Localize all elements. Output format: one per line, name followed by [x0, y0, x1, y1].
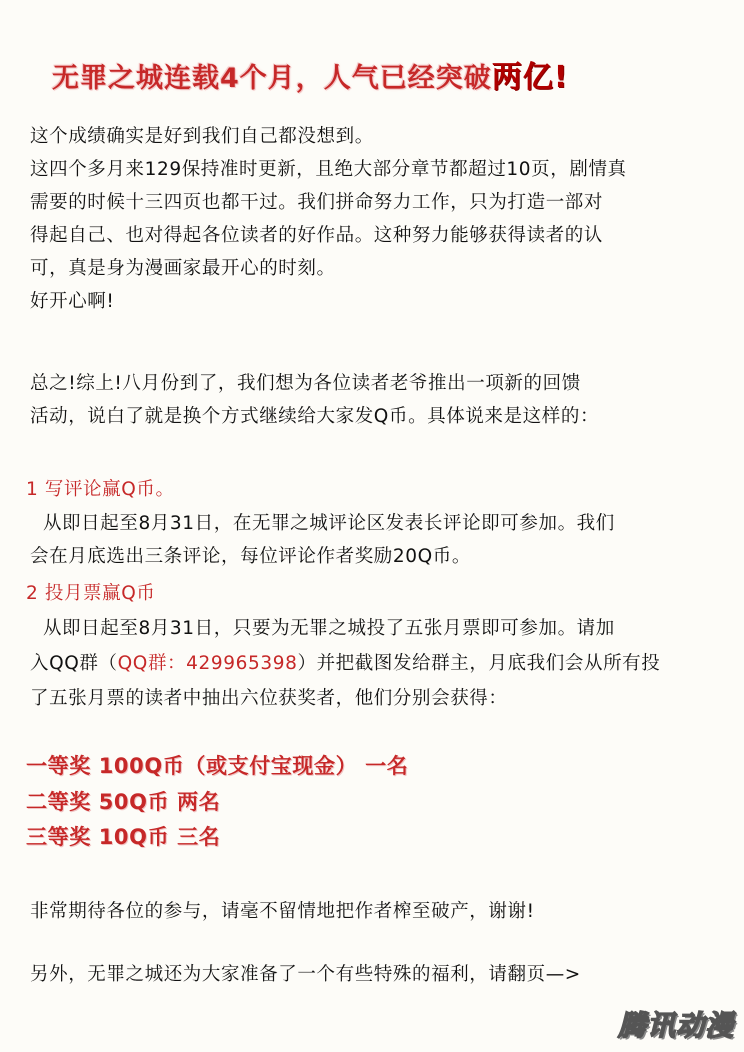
prize-second: 二等奖 50Q币 两名 [26, 790, 221, 814]
footer-line: 另外，无罪之城还为大家准备了一个有些特殊的福利，请翻页—> [30, 964, 581, 985]
item2-line-2-pre: 入QQ群（ [30, 653, 118, 674]
item2-line-2 [30, 652, 660, 676]
item2-line-2-post: ）并把截图发给群主，月底我们会从所有投 [297, 653, 661, 674]
prize-first: 一等奖 100Q币（或支付宝现金） 一名 [26, 754, 409, 778]
page-title [52, 52, 568, 96]
title-main: 无罪之城连载4个月，人气已经突破 [52, 63, 492, 94]
para1-line-3: 需要的时候十三四页也都干过。我们拼命努力工作，只为打造一部对 [30, 192, 604, 213]
item1-heading: 1 写评论赢Q币。 [26, 479, 175, 500]
para2-line-2: 活动，说白了就是换个方式继续给大家发Q币。具体说来是这样的： [30, 406, 600, 427]
item2-line-3: 了五张月票的读者中抽出六位获奖者，他们分别会获得： [30, 688, 508, 709]
item2-line-1: 从即日起至8月31日，只要为无罪之城投了五张月票即可参加。请加 [30, 618, 615, 639]
para1-line-5: 可，真是身为漫画家最开心的时刻。 [30, 258, 336, 279]
para1-line-1: 这个成绩确实是好到我们自己都没想到。 [30, 126, 374, 147]
para2-line-1: 总之!综上!八月份到了，我们想为各位读者老爷推出一项新的回馈 [30, 373, 581, 394]
tencent-comic-watermark-logo: 腾讯动漫 [617, 1009, 734, 1042]
prize-third: 三等奖 10Q币 三名 [26, 825, 221, 849]
item2-heading: 2 投月票赢Q币 [26, 583, 156, 604]
para1-line-6: 好开心啊! [30, 291, 115, 312]
qq-group-number: QQ群：429965398 [117, 653, 298, 674]
closing-line: 非常期待各位的参与，请毫不留情地把作者榨至破产，谢谢! [30, 901, 535, 922]
item1-line-2: 会在月底选出三条评论，每位评论作者奖励20Q币。 [30, 546, 472, 567]
title-emphasis: 两亿! [491, 60, 569, 95]
para1-line-4: 得起自己、也对得起各位读者的好作品。这种努力能够获得读者的认 [30, 225, 604, 246]
item1-line-1: 从即日起至8月31日，在无罪之城评论区发表长评论即可参加。我们 [30, 513, 615, 534]
para1-line-2: 这四个多月来129保持准时更新，且绝大部分章节都超过10页，剧情真 [30, 159, 627, 180]
